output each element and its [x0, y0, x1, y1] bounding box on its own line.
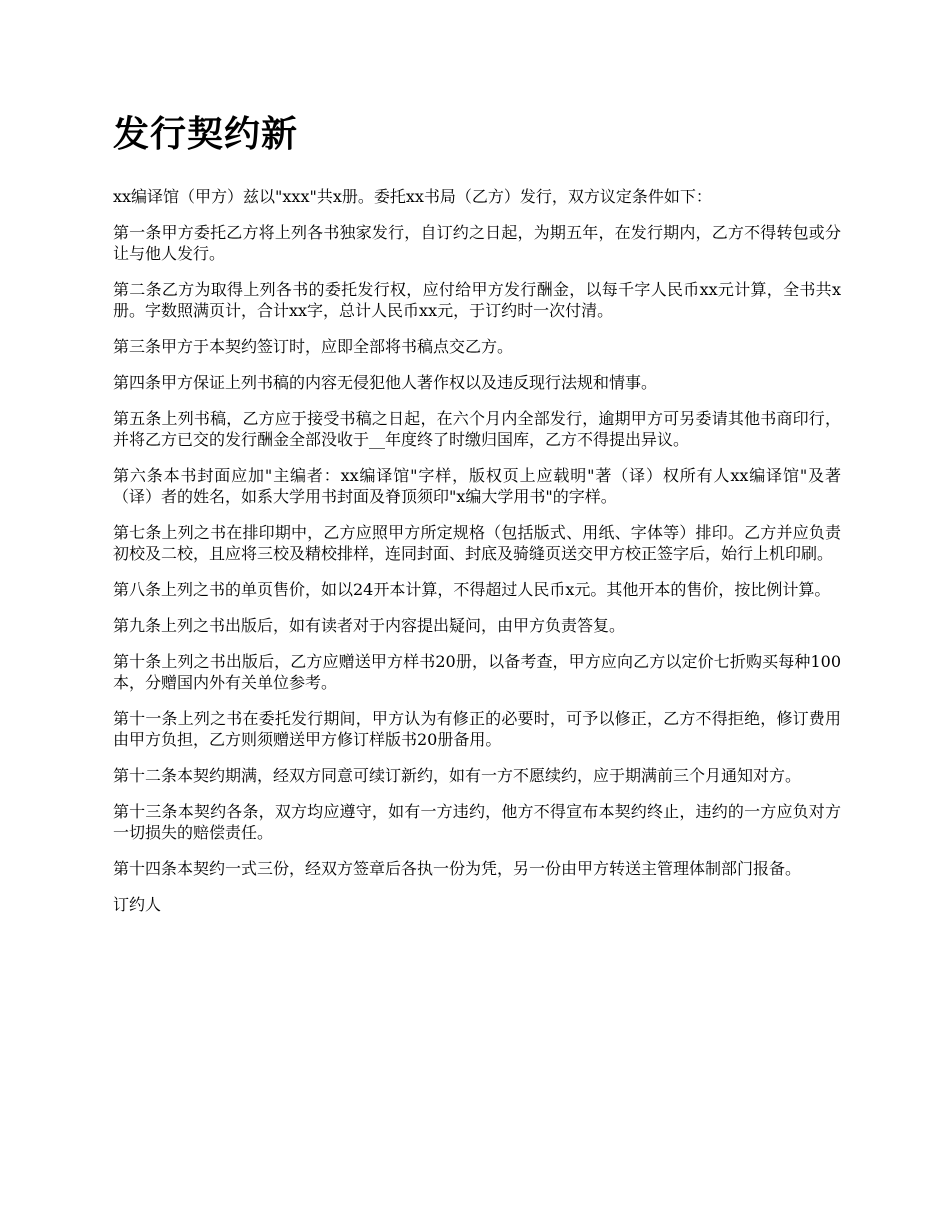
clause-13: 第十三条本契约各条，双方均应遵守，如有一方违约，他方不得宣布本契约终止，违约的一方应负对方一切损失的赔偿责任。 [113, 802, 841, 842]
clause-8: 第八条上列之书的单页售价，如以24开本计算，不得超过人民币x元。其他开本的售价，按比例计算。 [113, 580, 831, 599]
clause-12: 第十二条本契约期满，经双方同意可续订新约，如有一方不愿续约，应于期满前三个月通知对方。 [113, 766, 802, 785]
document-page [113, 110, 841, 930]
clause-5: 第五条上列书稿，乙方应于接受书稿之日起，在六个月内全部发行，逾期甲方可另委请其他书商印行，并将乙方已交的发行酬金全部没收于__年度终了时缴归国库，乙方不得提出异议。 [113, 409, 841, 449]
document-title: 发行契约新 [113, 114, 299, 155]
clause-9: 第九条上列之书出版后，如有读者对于内容提出疑问，由甲方负责答复。 [113, 616, 626, 635]
intro-paragraph: xx编译馆（甲方）兹以"xxx"共x册。委托xx书局（乙方）发行，双方议定条件如下： [113, 187, 712, 206]
clause-1: 第一条甲方委托乙方将上列各书独家发行，自订约之日起，为期五年，在发行期内，乙方不得转包或分让与他人发行。 [113, 223, 841, 263]
clause-6: 第六条本书封面应加"主编者：xx编译馆"字样，版权页上应载明"著（译）权所有人xx编译馆"及著（译）者的姓名，如系大学用书封面及脊顶须印"x编大学用书"的字样。 [113, 466, 841, 506]
clause-2: 第二条乙方为取得上列各书的委托发行权，应付给甲方发行酬金，以每千字人民币xx元计算，全书共x册。字数照满页计，合计xx字，总计人民币xx元，于订约时一次付清。 [113, 280, 841, 320]
signatory-label: 订约人 [113, 895, 162, 914]
clause-4: 第四条甲方保证上列书稿的内容无侵犯他人著作权以及违反现行法规和情事。 [113, 373, 658, 392]
clause-7: 第七条上列之书在排印期中，乙方应照甲方所定规格（包括版式、用纸、字体等）排印。乙方并应负责初校及二校，且应将三校及精校排样，连同封面、封底及骑缝页送交甲方校正签字后，始行上机印刷。 [113, 523, 841, 563]
clause-3: 第三条甲方于本契约签订时，应即全部将书稿点交乙方。 [113, 337, 514, 356]
clause-11: 第十一条上列之书在委托发行期间，甲方认为有修正的必要时，可予以修正，乙方不得拒绝，修订费用由甲方负担，乙方则须赠送甲方修订样版书20册备用。 [113, 709, 841, 749]
clause-10: 第十条上列之书出版后，乙方应赠送甲方样书20册，以备考查，甲方应向乙方以定价七折购买每种100本，分赠国内外有关单位参考。 [113, 652, 841, 692]
clause-14: 第十四条本契约一式三份，经双方签章后各执一份为凭，另一份由甲方转送主管理体制部门报备。 [113, 859, 802, 878]
